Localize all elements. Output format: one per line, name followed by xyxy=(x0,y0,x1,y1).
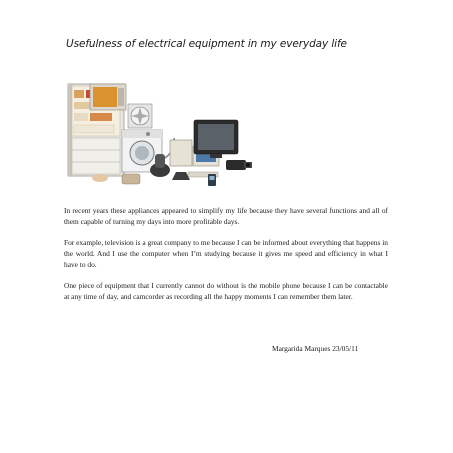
paragraph-2: For example, television is a great company to me because I can be informed about everything that happens in the world. And I use the computer when I’m studying because it gives me speed and efficiency in what I have to do. xyxy=(64,238,388,270)
document-title: Usefulness of electrical equipment in my everyday life xyxy=(66,38,347,50)
iron-icon xyxy=(172,172,190,180)
appliances-illustration xyxy=(62,80,257,188)
microwave-icon xyxy=(90,84,126,110)
signature: Margarida Marques 23/05/11 xyxy=(272,344,359,353)
camcorder-icon xyxy=(226,160,252,170)
fan-icon xyxy=(128,104,152,128)
paragraph-3: One piece of equipment that I currently cannot do without is the mobile phone because I can be contactable at any time of day, and camcorder as recording all the happy moments I can remember them later. xyxy=(64,281,388,302)
paragraph-1: In recent years these appliances appeared to simplify my life because they have several functions and all of them capable of turning my days into more profitable days. xyxy=(64,206,388,227)
television-icon xyxy=(194,120,238,158)
mobile-phone-icon xyxy=(208,174,216,186)
